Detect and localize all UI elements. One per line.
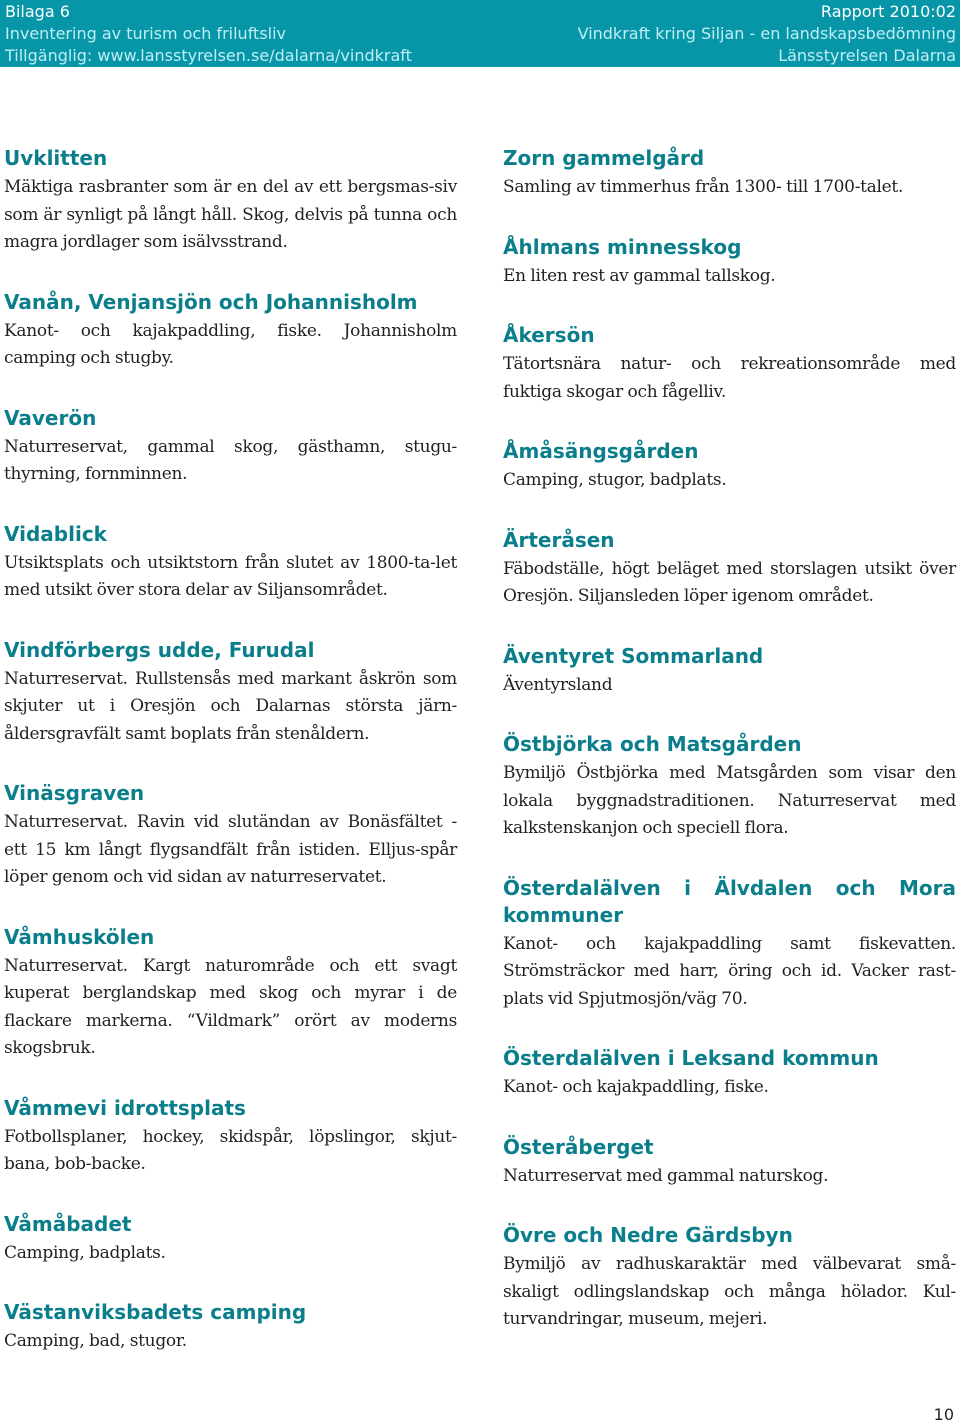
right-column xyxy=(503,145,956,1334)
appendix-label: Bilaga 6 xyxy=(5,2,70,21)
entry-body: Camping, stugor, badplats. xyxy=(503,470,727,490)
entry-title: Vidablick xyxy=(4,521,107,546)
entry-body: Naturreservat. Ravin vid slutändan av Bonäsfältet - ett 15 km långt flygsandfält från istiden. Elljus-spår löper genom och vid sidan av naturreservatet. xyxy=(4,812,457,887)
entry-body: Fäbodställe, högt beläget med storslagen utsikt över Oresjön. Siljansleden löper igenom området. xyxy=(503,558,956,606)
entry-body: Kanot- och kajakpaddling samt fiskevatten. Strömsträckor med harr, öring och id. Vacker rast-plats vid Spjutmosjön/väg 70. xyxy=(503,933,956,1009)
left-column xyxy=(4,145,457,1356)
entry-body: Camping, bad, stugor. xyxy=(4,1331,187,1351)
entry-zorn-gammelgard xyxy=(503,145,956,202)
entry-osteraberget xyxy=(503,1134,956,1191)
entry-vanan xyxy=(4,289,457,373)
entry-title: Zorn gammelgård xyxy=(503,146,705,170)
entry-title: Österåberget xyxy=(503,1134,654,1159)
entry-vindforbergs-udde xyxy=(4,637,457,749)
entry-title: Vaverön xyxy=(4,405,97,430)
page-number: 10 xyxy=(933,1405,954,1424)
entry-title: Vanån, Venjansjön och Johannisholm xyxy=(4,289,418,314)
entry-vamhuskolen xyxy=(4,924,457,1063)
entry-body: Fotbollsplaner, hockey, skidspår, löpslingor, skjut-bana, bob-backe. xyxy=(4,1126,457,1174)
entry-title: Vinäsgraven xyxy=(4,781,145,805)
entry-body: En liten rest av gammal tallskog. xyxy=(503,265,776,286)
entry-body: Tätortsnära natur- och rekreationsområde med fuktiga skogar och fågelliv. xyxy=(503,354,956,402)
entry-amasangsgarden xyxy=(503,438,956,495)
entry-title: Våmåbadet xyxy=(4,1211,132,1236)
entry-aventyret-sommarland xyxy=(503,643,956,700)
entry-vastanviksbadets-camping xyxy=(4,1299,457,1356)
entry-body: Naturreservat, gammal skog, gästhamn, stugu-thyrning, fornminnen. xyxy=(4,436,457,484)
entry-title: Åhlmans minnesskog xyxy=(503,234,742,259)
entry-body: Äventyrsland xyxy=(503,674,613,695)
entry-title: Uvklitten xyxy=(4,146,108,170)
entry-ahlmans-minnesskog xyxy=(503,234,956,291)
entry-title: Övre och Nedre Gärdsbyn xyxy=(503,1223,793,1247)
entry-body: Kanot- och kajakpaddling, fiske. xyxy=(503,1077,769,1097)
entry-body: Bymiljö Östbjörka med Matsgården som visar den lokala byggnadstraditionen. Naturreservat med kalkstenskanjon och speciell flora. xyxy=(503,763,956,838)
entry-title: Åmåsängsgården xyxy=(503,439,699,463)
report-number: Rapport 2010:02 xyxy=(820,2,956,21)
header-left xyxy=(5,1,412,67)
entry-vinasgraven xyxy=(4,780,457,892)
header-right xyxy=(578,1,956,67)
entry-vidablick xyxy=(4,521,457,605)
entry-body: Kanot- och kajakpaddling, fiske. Johannisholm camping och stugby. xyxy=(4,320,457,368)
entry-body: Bymiljö av radhuskaraktär med välbevarat små-skaligt odlingslandskap och många hölador. Kul-turvandringar, museum, mejeri. xyxy=(503,1254,956,1329)
entry-title: Våmhuskölen xyxy=(4,924,155,949)
entry-title: Äventyret Sommarland xyxy=(503,643,764,668)
report-title: Vindkraft kring Siljan - en landskapsbedömning xyxy=(577,24,956,43)
entry-title: Österdalälven i Älvdalen och Mora kommuner xyxy=(503,875,956,927)
entry-body: Mäktiga rasbranter som är en del av ett bergsmas-siv som är synligt på långt håll. Skog, delvis på tunna och magra jordlager som isälvsstrand. xyxy=(4,177,457,252)
entry-osterdalalven-alvdalen-mora xyxy=(503,875,956,1014)
entry-body: Samling av timmerhus från 1300- till 1700-talet. xyxy=(503,177,904,197)
entry-title: Östbjörka och Matsgården xyxy=(503,732,802,756)
entry-osterdalalven-leksand xyxy=(503,1045,956,1102)
entry-uvklitten xyxy=(4,145,457,257)
entry-title: Åkersön xyxy=(503,323,595,347)
entry-body: Utsiktsplats och utsiktstorn från slutet av 1800-ta-let med utsikt över stora delar av Siljansområdet. xyxy=(4,552,457,600)
entry-body: Naturreservat. Rullstensås med markant åskrön som skjuter ut i Oresjön och Dalarnas största järn-åldersgravfält samt boplats från stenåldern. xyxy=(4,668,457,744)
report-publisher: Länsstyrelsen Dalarna xyxy=(778,46,956,65)
appendix-title: Inventering av turism och friluftsliv xyxy=(5,24,287,43)
entry-vammevi-idrottsplats xyxy=(4,1095,457,1179)
entry-title: Ärteråsen xyxy=(503,527,615,552)
availability-url[interactable]: Tillgänglig: www.lansstyrelsen.se/dalarna/vindkraft xyxy=(5,46,412,65)
entry-title: Österdalälven i Leksand kommun xyxy=(503,1046,879,1070)
entry-body: Naturreservat. Kargt naturområde och ett svagt kuperat berglandskap med skog och myrar i de flackare markerna. “Vildmark” orört av moderns skogsbruk. xyxy=(4,955,457,1058)
entry-body: Naturreservat med gammal naturskog. xyxy=(503,1165,829,1186)
entry-vaveron xyxy=(4,405,457,489)
entry-ovre-nedre-gardsbyn xyxy=(503,1222,956,1334)
entry-title: Vindförbergs udde, Furudal xyxy=(4,637,315,662)
entry-vamabadet xyxy=(4,1211,457,1268)
entry-akerson xyxy=(503,322,956,406)
entry-body: Camping, badplats. xyxy=(4,1242,166,1263)
entry-arterasen xyxy=(503,527,956,611)
entry-ostbjorka xyxy=(503,731,956,843)
report-header xyxy=(0,0,960,67)
entry-title: Västanviksbadets camping xyxy=(4,1300,307,1324)
entry-title: Våmmevi idrottsplats xyxy=(4,1095,246,1120)
